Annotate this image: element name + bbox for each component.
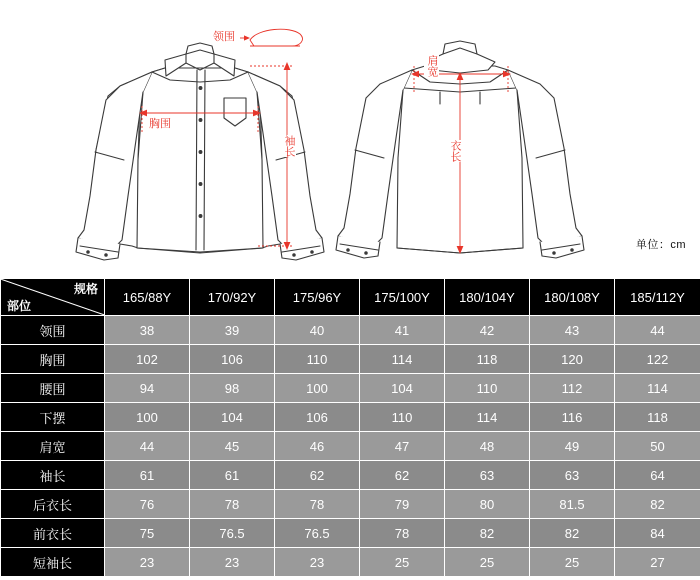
table-cell: 120 (530, 345, 615, 374)
table-cell: 25 (360, 548, 445, 577)
row-header: 短袖长 (1, 548, 105, 577)
table-row (1, 548, 700, 577)
column-header: 180/108Y (530, 279, 615, 316)
table-cell: 39 (190, 316, 275, 345)
column-header: 175/100Y (360, 279, 445, 316)
table-cell: 110 (275, 345, 360, 374)
table-cell: 41 (360, 316, 445, 345)
table-row (1, 432, 700, 461)
row-header: 前衣长 (1, 519, 105, 548)
table-cell: 81.5 (530, 490, 615, 519)
table-cell: 61 (190, 461, 275, 490)
table-cell: 118 (615, 403, 700, 432)
table-cell: 62 (275, 461, 360, 490)
table-cell: 84 (615, 519, 700, 548)
table-cell: 94 (105, 374, 190, 403)
column-header: 180/104Y (445, 279, 530, 316)
table-cell: 106 (190, 345, 275, 374)
table-cell: 104 (190, 403, 275, 432)
row-header: 下摆 (1, 403, 105, 432)
table-cell: 79 (360, 490, 445, 519)
table-cell: 75 (105, 519, 190, 548)
table-cell: 100 (105, 403, 190, 432)
table-cell: 100 (275, 374, 360, 403)
table-row (1, 490, 700, 519)
row-header: 腰围 (1, 374, 105, 403)
label-collar: 领围 (213, 31, 235, 43)
table-cell: 23 (105, 548, 190, 577)
table-cell: 63 (445, 461, 530, 490)
table-cell: 42 (445, 316, 530, 345)
table-cell: 78 (360, 519, 445, 548)
row-header: 袖长 (1, 461, 105, 490)
table-cell: 76.5 (190, 519, 275, 548)
table-cell: 112 (530, 374, 615, 403)
table-cell: 80 (445, 490, 530, 519)
table-cell: 43 (530, 316, 615, 345)
table-cell: 78 (190, 490, 275, 519)
shirt-diagram (0, 0, 700, 272)
table-cell: 102 (105, 345, 190, 374)
table-cell: 48 (445, 432, 530, 461)
table-cell: 78 (275, 490, 360, 519)
table-cell: 47 (360, 432, 445, 461)
table-cell: 122 (615, 345, 700, 374)
table-cell: 114 (360, 345, 445, 374)
table-cell: 64 (615, 461, 700, 490)
table-cell: 44 (105, 432, 190, 461)
row-header: 领围 (1, 316, 105, 345)
table-cell: 76.5 (275, 519, 360, 548)
row-header: 胸围 (1, 345, 105, 374)
row-header: 肩宽 (1, 432, 105, 461)
size-table-container (0, 278, 700, 577)
table-cell: 46 (275, 432, 360, 461)
table-row (1, 403, 700, 432)
table-cell: 61 (105, 461, 190, 490)
table-cell: 106 (275, 403, 360, 432)
table-cell: 62 (360, 461, 445, 490)
table-cell: 27 (615, 548, 700, 577)
table-cell: 104 (360, 374, 445, 403)
table-cell: 23 (275, 548, 360, 577)
table-cell: 82 (530, 519, 615, 548)
table-cell: 25 (530, 548, 615, 577)
table-cell: 118 (445, 345, 530, 374)
table-row (1, 374, 700, 403)
row-header: 后衣长 (1, 490, 105, 519)
table-cell: 40 (275, 316, 360, 345)
size-table (0, 278, 700, 577)
table-cell: 82 (615, 490, 700, 519)
table-cell: 44 (615, 316, 700, 345)
table-cell: 63 (530, 461, 615, 490)
table-cell: 49 (530, 432, 615, 461)
label-sleeve-length: 袖长 (283, 135, 295, 157)
table-cell: 45 (190, 432, 275, 461)
column-header: 165/88Y (105, 279, 190, 316)
shirt-technical-drawing (0, 0, 700, 272)
column-header: 185/112Y (615, 279, 700, 316)
table-cell: 50 (615, 432, 700, 461)
table-cell: 110 (360, 403, 445, 432)
table-cell: 38 (105, 316, 190, 345)
table-cell: 98 (190, 374, 275, 403)
table-cell: 23 (190, 548, 275, 577)
table-cell: 116 (530, 403, 615, 432)
column-header: 175/96Y (275, 279, 360, 316)
corner-part-label: 部位 (7, 299, 32, 313)
table-row (1, 345, 700, 374)
table-header-row (1, 279, 700, 316)
label-body-length: 衣长 (449, 140, 461, 162)
table-row (1, 519, 700, 548)
corner-header-cell (1, 279, 105, 316)
table-cell: 114 (615, 374, 700, 403)
table-row (1, 316, 700, 345)
label-chest: 胸围 (149, 118, 171, 130)
unit-label: 单位：cm (635, 239, 686, 251)
table-cell: 25 (445, 548, 530, 577)
table-cell: 114 (445, 403, 530, 432)
table-cell: 82 (445, 519, 530, 548)
corner-spec-label: 规格 (73, 282, 98, 296)
table-cell: 110 (445, 374, 530, 403)
table-row (1, 461, 700, 490)
column-header: 170/92Y (190, 279, 275, 316)
label-shoulder-width: 肩宽 (426, 55, 438, 77)
table-cell: 76 (105, 490, 190, 519)
